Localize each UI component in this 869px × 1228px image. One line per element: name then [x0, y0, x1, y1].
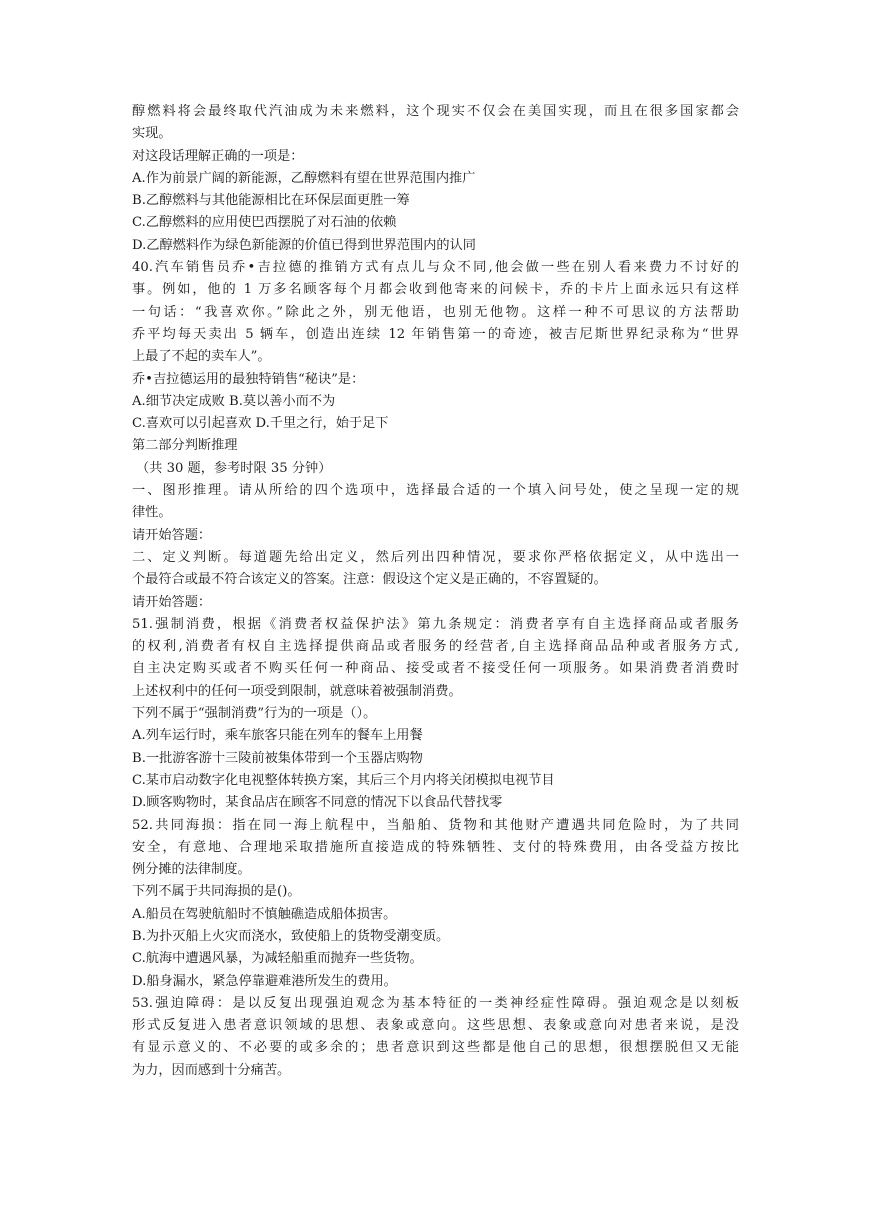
text-line: 为力，因而感到十分痛苦。 — [132, 1062, 291, 1078]
text-line: B.一批游客游十三陵前被集体带到一个玉器店购物 — [132, 750, 423, 766]
text-line: 醇燃料将会最终取代汽油成为未来燃料，这个现实不仅会在美国实现，而且在很多国家都会 — [132, 104, 739, 119]
text-line: A.列车运行时，乘车旅客只能在列车的餐车上用餐 — [132, 728, 423, 744]
text-line: 的权利,消费者有权自主选择提供商品或者服务的经营者,自主选择商品品种或者服务方式, — [132, 639, 739, 655]
document-page — [132, 101, 739, 1082]
text-line: 上最了不起的卖车人”。 — [132, 349, 271, 365]
text-line: 二、定义判断。每道题先给出定义，然后列出四种情况，要求你严格依据定义，从中选出一 — [132, 549, 739, 565]
text-line: C.喜欢可以引起喜欢 D.千里之行，始于足下 — [132, 416, 389, 432]
text-line: 事。例如，他的 1 万多名顾客每个月都会收到他寄来的问候卡，乔的卡片上面永远只有这样 — [132, 282, 739, 298]
text-line: 下列不属于“强制消费”行为的一项是（）。 — [132, 706, 377, 722]
text-line: D.船身漏水，紧急停靠避难港所发生的费用。 — [132, 973, 397, 989]
text-line: A.细节决定成败 B.莫以善小而不为 — [132, 393, 336, 409]
text-line: C.乙醇燃料的应用使巴西摆脱了对石油的依赖 — [132, 215, 397, 231]
text-line: C.某市启动数字化电视整体转换方案，其后三个月内将关闭模拟电视节目 — [132, 772, 555, 788]
text-line: 请开始答题： — [132, 594, 212, 610]
text-line: 一、图形推理。请从所给的四个选项中，选择最合适的一个填入问号处，使之呈现一定的规 — [132, 483, 739, 499]
text-line: 对这段话理解正确的一项是： — [132, 148, 304, 164]
text-line: B.为扑灭船上火灾而浇水，致使船上的货物受潮变质。 — [132, 928, 450, 944]
text-line: C.航海中遭遇风暴，为减轻船重而抛弃一些货物。 — [132, 951, 423, 967]
text-line: B.乙醇燃料与其他能源相比在环保层面更胜一筹 — [132, 193, 410, 209]
text-line: 形式反复进入患者意识领域的思想、表象或意向。这些思想、表象或意向对患者来说，是没 — [132, 1018, 739, 1034]
text-line: 自主决定购买或者不购买任何一种商品、接受或者不接受任何一项服务。如果消费者消费时 — [132, 661, 739, 677]
text-line: 请开始答题： — [132, 527, 212, 543]
text-line: D.顾客购物时，某食品店在顾客不同意的情况下以食品代替找零 — [132, 795, 503, 811]
text-line: 53.强迫障碍：是以反复出现强迫观念为基本特征的一类神经症性障碍。强迫观念是以刻板 — [132, 995, 739, 1011]
text-line: 第二部分判断推理 — [132, 438, 238, 454]
text-line: 乔平均每天卖出 5 辆车，创造出连续 12 年销售第一的奇迹，被吉尼斯世界纪录称为“世界 — [132, 326, 739, 342]
text-line: 实现。 — [132, 126, 172, 142]
text-line: 例分摊的法律制度。 — [132, 862, 251, 878]
text-line: 51.强制消费，根据《消费者权益保护法》第九条规定：消费者享有自主选择商品或者服务 — [132, 616, 739, 632]
text-line: A.船员在驾驶航船时不慎触礁造成船体损害。 — [132, 906, 397, 922]
text-line: 律性。 — [132, 505, 172, 521]
text-line: 52.共同海损：指在同一海上航程中，当船舶、货物和其他财产遭遇共同危险时，为了共同 — [132, 817, 739, 833]
text-line: 40.汽车销售员乔•吉拉德的推销方式有点儿与众不同,他会做一些在别人看来费力不讨好的 — [132, 260, 739, 276]
text-line: 乔•吉拉德运用的最独特销售“秘诀”是： — [132, 371, 365, 387]
text-line: 一句话：“我喜欢你。”除此之外，别无他语，也别无他物。这样一种不可思议的方法帮助 — [132, 304, 739, 320]
text-line: A.作为前景广阔的新能源，乙醇燃料有望在世界范围内推广 — [132, 170, 476, 186]
text-line: 个最符合或最不符合该定义的答案。注意：假设这个定义是正确的，不容置疑的。 — [132, 572, 607, 588]
text-line: 安全，有意地、合理地采取措施所直接造成的特殊牺牲、支付的特殊费用，由各受益方按比 — [132, 839, 739, 855]
text-line: 上述权利中的任何一项受到限制，就意味着被强制消费。 — [132, 683, 462, 699]
text-line: 有显示意义的、不必要的或多余的；患者意识到这些都是他自己的思想，很想摆脱但又无能 — [132, 1040, 739, 1056]
text-line: D.乙醇燃料作为绿色新能源的价值已得到世界范围内的认同 — [132, 237, 476, 253]
text-line: （共 30 题，参考时限 35 分钟） — [136, 460, 332, 476]
text-line: 下列不属于共同海损的是()。 — [132, 884, 301, 900]
